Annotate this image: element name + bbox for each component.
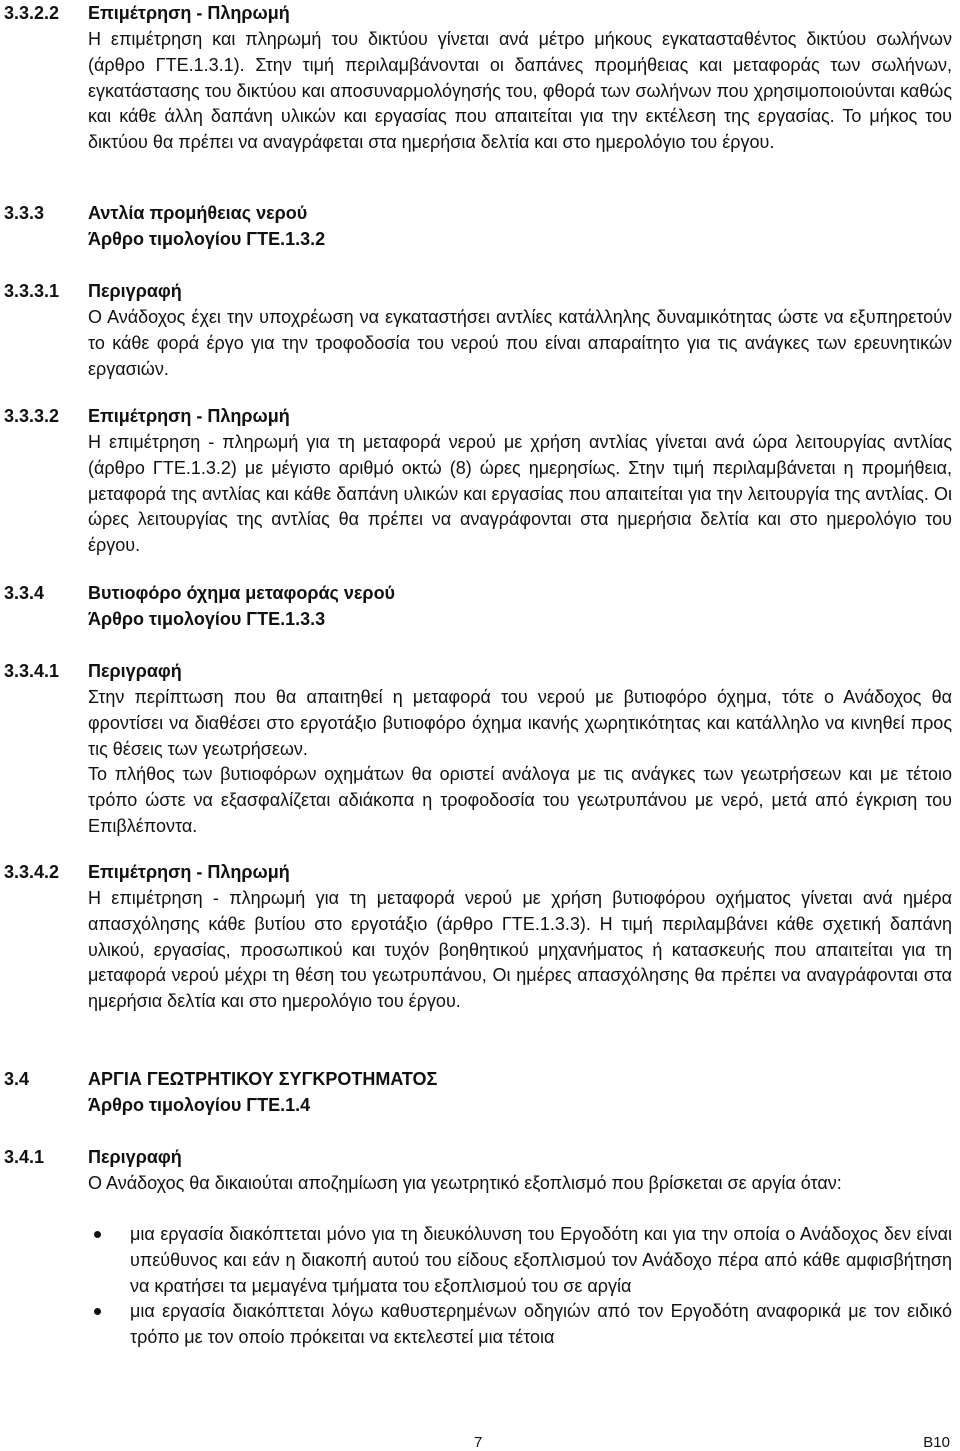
section-heading: Επιμέτρηση - Πληρωμή (88, 3, 290, 23)
section-number: 3.4 (4, 1069, 30, 1089)
section-paragraph: Το πλήθος των βυτιοφόρων οχημάτων θα οριστεί ανάλογα με τις ανάγκες των γεωτρήσεων και με τέτοιο τρόπο ώστε να εξασφαλίζεται αδιάκοπα η τροφοδοσία του γεωτρυπάνου με νερό, μετά από έγκριση του Επιβλέποντα. (88, 764, 952, 836)
section-paragraph: Η επιμέτρηση - πληρωμή για τη μεταφορά νερού με χρήση βυτιοφόρου οχήματος γίνεται ανά ημέρα απασχόλησης κάθε βυτίου στο εργοτάξιο (άρθρο ΓΤΕ.1.3.3). Η τιμή περιλαμβάνει κάθε σχετική δαπάνη υλικού, εργασίας, προσωπικού και τυχόν βοηθητικού μηχανήματος ή κατασκευής που απαιτείται για τη μεταφορά νερού μέχρι τη θέση του γεωτρυπάνου, Οι ημέρες απασχόλησης θα πρέπει να αναγράφονται στα ημερήσια δελτία και στο ημερολόγιο του έργου. (88, 888, 952, 1012)
article-reference: Άρθρο τιμολογίου ΓΤΕ.1.3.2 (88, 229, 326, 249)
list-item (88, 1299, 952, 1351)
section-paragraph: Ο Ανάδοχος θα δικαιούται αποζημίωση για γεωτρητικό εξοπλισμό που βρίσκεται σε αργία όταν: (88, 1173, 842, 1193)
section-paragraph: Η επιμέτρηση και πληρωμή του δικτύου γίνεται ανά μέτρο μήκους εγκατασταθέντος δικτύου σωλήνων (άρθρο ΓΤΕ.1.3.1). Στην τιμή περιλαμβάνονται οι δαπάνες προμήθειας και μεταφοράς των σωλήνων, εγκατάστασης του δικτύου και αποσυναρμολόγησής του, φθορά των σωλήνων που χρησιμοποιούνται καθώς και κάθε άλλη δαπάνη υλικών και εργασίας που απαιτείται για την εκτέλεση της εργασίας. Το μήκος του δικτύου θα πρέπει να αναγράφεται στα ημερήσια δελτία και στο ημερολόγιο του έργου. (88, 29, 952, 153)
section-heading: Επιμέτρηση - Πληρωμή (88, 406, 290, 426)
section-number: 3.3.4 (4, 583, 45, 603)
section-paragraph: Η επιμέτρηση - πληρωμή για τη μεταφορά νερού με χρήση αντλίας γίνεται ανά ώρα λειτουργίας αντλίας (άρθρο ΓΤΕ.1.3.2) με μέγιστο αριθμό οκτώ (8) ώρες ημερησίως. Στην τιμή περιλαμβάνεται η προμήθεια, μεταφορά της αντλίας και κάθε δαπάνη υλικών και εργασίας που απαιτείται για την λειτουργία της αντλίας. Οι ώρες λειτουργίας της αντλίας θα πρέπει να αναγράφονται στα ημερήσια δελτία και στο ημερολόγιο του έργου. (88, 432, 952, 556)
section-number: 3.3.3.1 (4, 281, 60, 301)
section-heading: ΑΡΓΙΑ ΓΕΩΤΡΗΤΙΚΟΥ ΣΥΓΚΡΟΤΗΜΑΤΟΣ (88, 1069, 438, 1089)
article-reference: Άρθρο τιμολογίου ΓΤΕ.1.4 (88, 1095, 311, 1115)
section-heading: Επιμέτρηση - Πληρωμή (88, 862, 290, 882)
page-number: 7 (474, 1434, 483, 1451)
section-paragraph: Ο Ανάδοχος έχει την υποχρέωση να εγκαταστήσει αντλίες κατάλληλης δυναμικότητας ώστε να εξυπηρετούν το κάθε φορά έργο για την τροφοδοσία του νερού που είναι απαραίτητο για τις ανάγκες των ερευνητικών εργασιών. (88, 307, 952, 379)
section-number: 3.3.4.1 (4, 661, 60, 681)
bullet-list (88, 1222, 952, 1351)
list-item (88, 1222, 952, 1299)
article-reference: Άρθρο τιμολογίου ΓΤΕ.1.3.3 (88, 609, 326, 629)
list-item-text: μια εργασία διακόπτεται μόνο για τη διευκόλυνση του Εργοδότη και για την οποία ο Ανάδοχος δεν είναι υπεύθυνος και εάν η διακοπή αυτού του είδους εξοπλισμού τον Ανάδοχο πέρα από κάθε αμφισβήτηση να κρατήσει τα μεμαγένα τμήματα του εξοπλισμού του σε αργία (130, 1224, 952, 1296)
section-number: 3.3.4.2 (4, 862, 60, 882)
section-number: 3.3.3 (4, 203, 45, 223)
section-heading: Βυτιοφόρο όχημα μεταφοράς νερού (88, 583, 396, 603)
section-paragraph: Στην περίπτωση που θα απαιτηθεί η μεταφορά του νερού με βυτιοφόρο όχημα, τότε ο Ανάδοχος θα φροντίσει να διαθέσει στο εργοτάξιο βυτιοφόρο όχημα ικανής χωρητικότητας και κατάλληλο να κινηθεί προς τις θέσεις των γεωτρήσεων. (88, 687, 952, 759)
section-heading: Περιγραφή (88, 281, 182, 301)
bullet-icon (94, 1308, 101, 1315)
list-item-text: μια εργασία διακόπτεται λόγω καθυστερημένων οδηγιών από τον Εργοδότη αναφορικά με τον ειδικό τρόπο με τον οποίο πρόκειται να εκτελεστεί μια τέτοια (130, 1301, 952, 1348)
document-code: B10 (923, 1434, 950, 1451)
section-number: 3.3.2.2 (4, 3, 60, 23)
bullet-icon (94, 1231, 101, 1238)
section-number: 3.4.1 (4, 1147, 45, 1167)
section-heading: Περιγραφή (88, 661, 182, 681)
section-heading: Αντλία προμήθειας νερού (88, 203, 308, 223)
section-heading: Περιγραφή (88, 1147, 182, 1167)
section-number: 3.3.3.2 (4, 406, 60, 426)
